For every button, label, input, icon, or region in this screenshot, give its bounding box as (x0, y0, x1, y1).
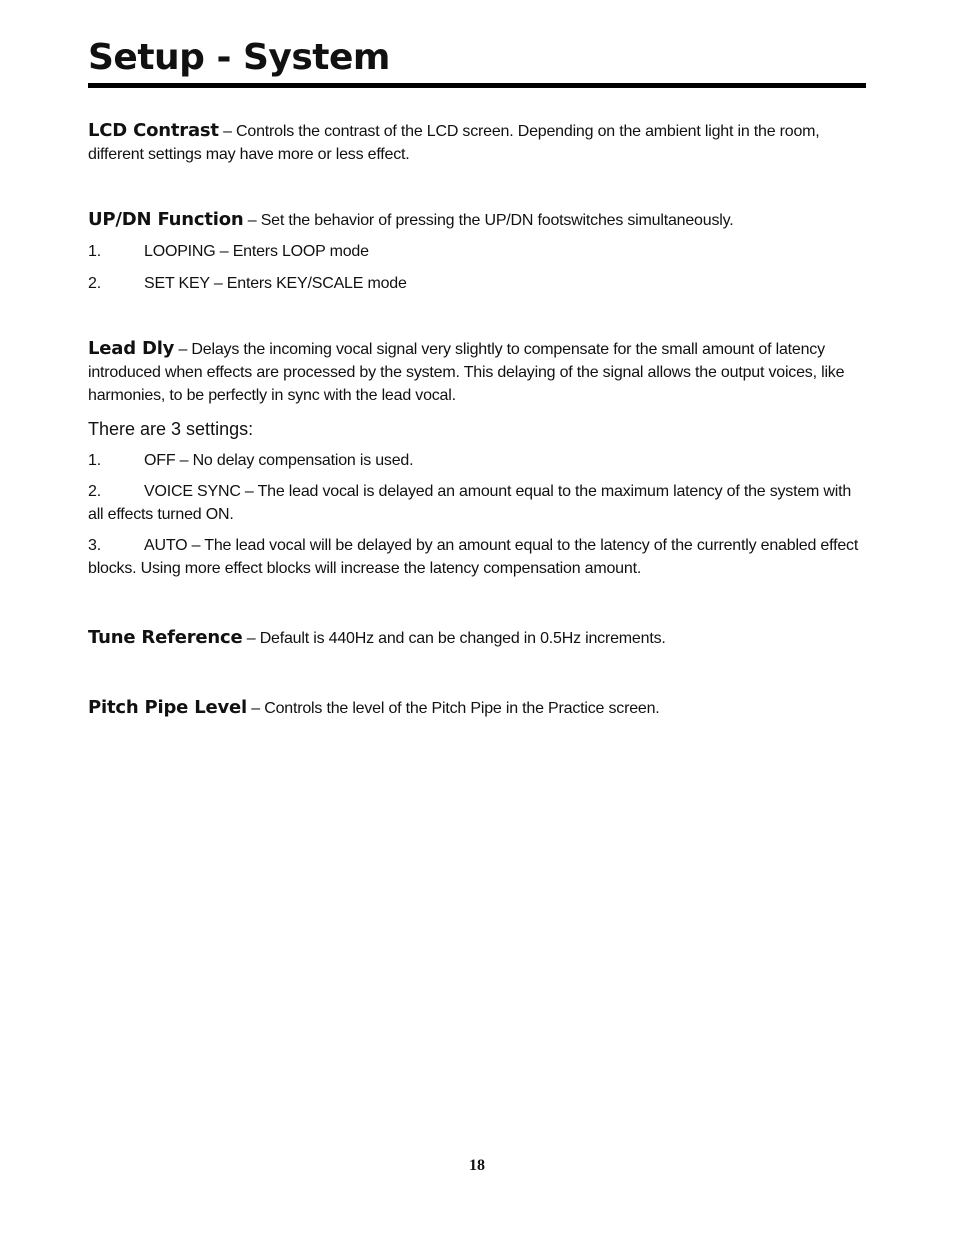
list-item (88, 240, 868, 263)
list-item-number: 1. (88, 243, 101, 260)
tune-reference-term: Tune Reference (88, 627, 243, 648)
page-title: Setup - System (88, 37, 390, 78)
updn-function-term: UP/DN Function (88, 209, 244, 230)
pitch-pipe-level-paragraph (88, 696, 868, 720)
list-item (88, 534, 868, 580)
lead-dly-paragraph (88, 337, 868, 407)
list-item-number: 1. (88, 452, 101, 469)
list-item-text: VOICE SYNC – The lead vocal is delayed an amount equal to the maximum latency of the system with all effects turned ON. (88, 483, 852, 523)
lcd-contrast-description: – Controls the contrast of the LCD screen. Depending on the ambient light in the room, different settings may have more or less effect. (88, 123, 820, 163)
lcd-contrast-paragraph (88, 119, 868, 166)
list-item-text: LOOPING – Enters LOOP mode (144, 243, 369, 260)
settings-intro: There are 3 settings: (88, 419, 254, 439)
list-item-number: 2. (88, 483, 101, 500)
list-item (88, 449, 868, 472)
pitch-pipe-level-description: – Controls the level of the Pitch Pipe in the Practice screen. (247, 700, 660, 717)
list-item-text: AUTO – The lead vocal will be delayed by an amount equal to the latency of the currently enabled effect blocks. Using more effect blocks will increase the latency compensation amount. (88, 537, 859, 577)
updn-function-description: – Set the behavior of pressing the UP/DN footswitches simultaneously. (243, 212, 734, 229)
updn-function-paragraph (88, 208, 868, 232)
list-item-text: OFF – No delay compensation is used. (144, 452, 414, 469)
pitch-pipe-level-term: Pitch Pipe Level (88, 697, 248, 718)
lead-dly-term: Lead Dly (88, 338, 175, 359)
list-item-number: 2. (88, 275, 101, 292)
list-item-number: 3. (88, 537, 101, 554)
tune-reference-description: – Default is 440Hz and can be changed in 0.5Hz increments. (242, 630, 666, 647)
title-rule (88, 83, 866, 88)
page-number: 18 (469, 1157, 485, 1174)
tune-reference-paragraph (88, 626, 868, 650)
list-item (88, 272, 868, 295)
list-item-text: SET KEY – Enters KEY/SCALE mode (144, 275, 407, 292)
lead-dly-description: – Delays the incoming vocal signal very slightly to compensate for the small amount of latency introduced when effects are processed by the system. This delaying of the signal allows the output voices, like harmonies, to be perfectly in sync with the lead vocal. (88, 341, 845, 404)
lcd-contrast-term: LCD Contrast (88, 120, 219, 141)
list-item (88, 480, 868, 526)
